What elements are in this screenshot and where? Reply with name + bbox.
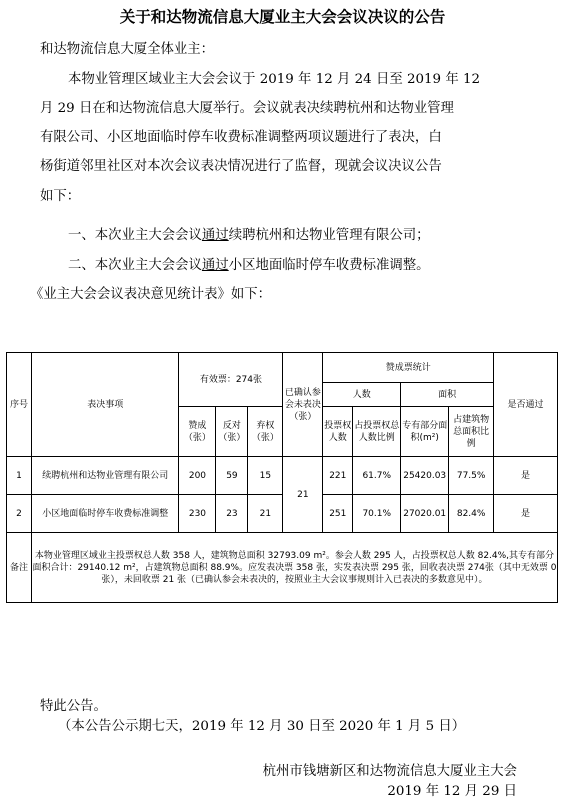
resolution-item-1-result: 通过 (201, 228, 229, 243)
table-row (7, 495, 558, 533)
resolution-item-2-result: 通过 (201, 258, 229, 273)
row-passed: 是 (494, 457, 558, 495)
row-item: 续聘杭州和达物业管理有限公司 (31, 457, 179, 495)
header-area: 面积 (401, 383, 494, 407)
vote-statistics-table (6, 352, 558, 603)
row-vote-count: 221 (323, 457, 353, 495)
row-own-area: 25420.03 (401, 457, 449, 495)
header-vote-ratio: 占投票权总人数比例 (353, 407, 401, 457)
document-title: 关于和达物流信息大厦业主大会会议决议的公告 (119, 8, 446, 26)
resolution-item-2-subject: 小区地面临时停车收费标准调整。 (228, 258, 430, 273)
row-vote-ratio: 70.1% (353, 495, 401, 533)
closing: 特此公告。 (40, 699, 107, 714)
resolution-item-1 (68, 228, 430, 244)
row-agree: 230 (179, 495, 216, 533)
publication-period: （本公告公示期七天，2019 年 12 月 30 日至 2020 年 1 月 5 日） (58, 719, 466, 734)
note-text: 本物业管理区域业主投票权总人数 358 人，建筑物总面积 32793.09 m²。参会人数 295 人，占投票权总人数 82.4%,其专有部分面积合计：29140.12 m²，占建筑物总面积 88.9%。应发表决票 358 张，实发表决票 295 张，回收表决票 274张（其中无效票 0 张），未回收票 21 张（已确认参会未表决的，按照业主大会议事规则计入已表决的多数意见中）。 (31, 533, 557, 603)
row-passed: 是 (494, 495, 558, 533)
resolution-item-2 (68, 258, 430, 274)
table-row (7, 457, 558, 495)
row-seq: 2 (7, 495, 32, 533)
row-area-ratio: 77.5% (449, 457, 494, 495)
header-own-area: 专有部分面积(m²) (401, 407, 449, 457)
header-confirmed-not-voted: 已确认参会未表决（张） (283, 353, 323, 457)
issue-date: 2019 年 12 月 29 日 (387, 784, 517, 799)
row-abstain: 21 (248, 495, 283, 533)
body-line-5: 如下： (40, 189, 81, 204)
body-line-2: 月 29 日在和达物流信息大厦举行。会议就表决续聘杭州和达物业管理 (40, 101, 454, 116)
body-line-4: 杨街道邻里社区对本次会议表决情况进行了监督，现就会议决议公告 (40, 159, 442, 174)
row-seq: 1 (7, 457, 32, 495)
row-area-ratio: 82.4% (449, 495, 494, 533)
row-vote-count: 251 (323, 495, 353, 533)
header-persons: 人数 (323, 383, 401, 407)
row-oppose: 23 (216, 495, 248, 533)
header-passed: 是否通过 (494, 353, 558, 457)
note-label: 备注 (7, 533, 32, 603)
row-own-area: 27020.01 (401, 495, 449, 533)
row-abstain: 15 (248, 457, 283, 495)
resolution-item-1-subject: 续聘杭州和达物业管理有限公司； (228, 228, 430, 243)
header-area-ratio: 占建筑物总面积比例 (449, 407, 494, 457)
header-agree: 赞成（张） (179, 407, 216, 457)
header-agree-stats: 赞成票统计 (323, 353, 494, 383)
header-seq: 序号 (7, 353, 32, 457)
header-item: 表决事项 (31, 353, 179, 457)
header-oppose: 反对（张） (216, 407, 248, 457)
row-agree: 200 (179, 457, 216, 495)
row-oppose: 59 (216, 457, 248, 495)
issuing-organization: 杭州市钱塘新区和达物流信息大厦业主大会 (262, 764, 517, 779)
body-line-1: 本物业管理区域业主大会会议于 2019 年 12 月 24 日至 2019 年 12 (68, 72, 481, 87)
confirmed-not-voted-value: 21 (283, 457, 323, 533)
table-intro: 《业主大会会议表决意见统计表》如下： (30, 287, 272, 302)
resolution-item-2-prefix: 二、本次业主大会会议 (68, 258, 202, 273)
resolution-item-1-prefix: 一、本次业主大会会议 (68, 228, 202, 243)
header-abstain: 弃权（张） (248, 407, 283, 457)
salutation: 和达物流信息大厦全体业主： (40, 42, 215, 57)
body-line-3: 有限公司、小区地面临时停车收费标准调整两项议题进行了表决，白 (40, 130, 442, 145)
header-vote-count: 投票权人数 (323, 407, 353, 457)
header-valid-votes: 有效票：274张 (179, 353, 283, 407)
row-item: 小区地面临时停车收费标准调整 (31, 495, 179, 533)
row-vote-ratio: 61.7% (353, 457, 401, 495)
